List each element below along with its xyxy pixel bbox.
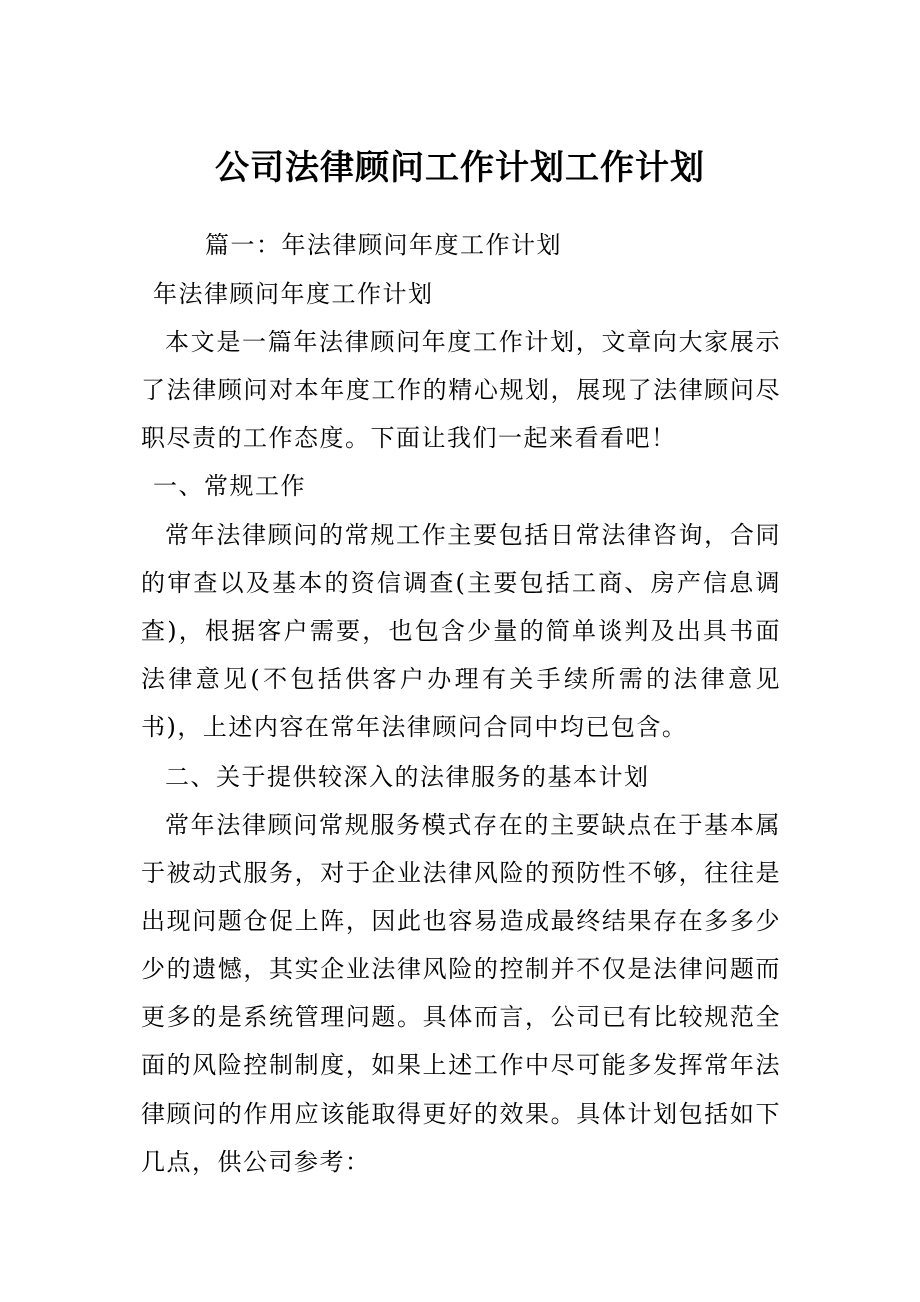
document-title: 公司法律顾问工作计划工作计划 <box>215 148 705 188</box>
intro-paragraph: 本文是一篇年法律顾问年度工作计划，文章向大家展示了法律顾问对本年度工作的精心规划，展现了法律顾问尽职尽责的工作态度。下面让我们一起来看看吧！ <box>141 328 781 453</box>
section-1-paragraph: 常年法律顾问的常规工作主要包括日常法律咨询，合同的审查以及基本的资信调查(主要包括工商、房产信息调查)，根据客户需要，也包含少量的简单谈判及出具书面法律意见(不包括供客户办理有关手续所需的法律意见书)，上述内容在常年法律顾问合同中均已包含。 <box>141 521 781 742</box>
section-1-heading: 一、常规工作 <box>153 472 306 500</box>
chapter-heading: 篇一：年法律顾问年度工作计划 <box>205 231 562 259</box>
sub-heading: 年法律顾问年度工作计划 <box>153 280 434 308</box>
section-2-heading: 二、关于提供较深入的法律服务的基本计划 <box>165 763 650 791</box>
section-2-paragraph: 常年法律顾问常规服务模式存在的主要缺点在于基本属于被动式服务，对于企业法律风险的预防性不够，往往是出现问题仓促上阵，因此也容易造成最终结果存在多多少少的遗憾，其实企业法律风险的控制并不仅是法律问题而更多的是系统管理问题。具体而言，公司已有比较规范全面的风险控制制度，如果上述工作中尽可能多发挥常年法律顾问的作用应该能取得更好的效果。具体计划包括如下几点，供公司参考： <box>141 811 781 1176</box>
